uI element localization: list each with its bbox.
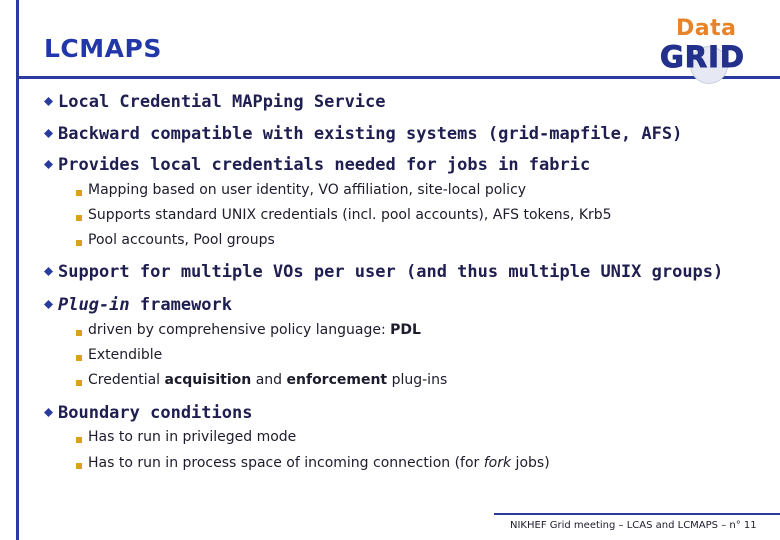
bullet-text: Provides local credentials needed for jobs in fabric: [58, 155, 591, 175]
diamond-bullet-icon: [44, 408, 53, 417]
sub-bullet-part: driven by comprehensive policy language: [88, 322, 381, 338]
sub-bullet-text: Mapping based on user identity, VO affiliation, site-local policy: [88, 182, 527, 198]
sub-bullet-part: :: [380, 322, 391, 338]
sub-bullet-part: Credential: [88, 372, 165, 388]
sub-bullet-part: Has to run in process space of incoming connection (for: [88, 455, 484, 471]
square-bullet-icon: [76, 355, 82, 361]
bullet-text: Local Credential MAPping Service: [58, 92, 386, 112]
square-bullet-icon: [76, 215, 82, 221]
left-accent-rule: [16, 0, 19, 540]
sub-bullet-part: and: [251, 372, 287, 388]
sub-bullet-part: plug-ins: [387, 372, 448, 388]
bullet-text: Support for multiple VOs per user (and thus multiple UNIX groups): [58, 262, 724, 282]
bullet-text: Boundary conditions: [58, 403, 253, 423]
square-bullet-icon: [76, 190, 82, 196]
sub-bullet-text: [88, 455, 550, 471]
diamond-bullet-icon: [44, 267, 53, 276]
diamond-bullet-icon: [44, 300, 53, 309]
logo-word-grid: GRID: [660, 40, 745, 74]
sub-bullet-text: Pool accounts, Pool groups: [88, 232, 275, 248]
sub-bullet-text: Extendible: [88, 347, 163, 363]
sub-bullet-italic: fork: [483, 455, 512, 471]
bullet-text: [58, 295, 232, 315]
diamond-bullet-icon: [44, 129, 53, 138]
square-bullet-icon: [76, 380, 82, 386]
square-bullet-icon: [76, 463, 82, 469]
diamond-bullet-icon: [44, 160, 53, 169]
square-bullet-icon: [76, 240, 82, 246]
slide-footer: NIKHEF Grid meeting – LCAS and LCMAPS – n° 11: [510, 520, 757, 531]
sub-bullet-text: Supports standard UNIX credentials (incl. pool accounts), AFS tokens, Krb5: [88, 207, 612, 223]
square-bullet-icon: [76, 437, 82, 443]
sub-bullet-bold: PDL: [390, 322, 421, 338]
bullet-emphasis: Plug-in: [58, 295, 130, 315]
sub-bullet-bold: acquisition: [164, 372, 252, 388]
slide-title: LCMAPS: [44, 34, 162, 63]
sub-bullet-text: [88, 372, 447, 388]
logo-word-data: Data: [676, 16, 737, 41]
sub-bullet-part: jobs): [511, 455, 550, 471]
sub-bullet-text: [88, 322, 421, 338]
bullet-text-rest: framework: [129, 295, 233, 315]
square-bullet-icon: [76, 330, 82, 336]
bullet-text: Backward compatible with existing systems (grid-mapfile, AFS): [58, 124, 683, 144]
sub-bullet-text: Has to run in privileged mode: [88, 429, 297, 445]
datagrid-logo: [656, 16, 766, 78]
diamond-bullet-icon: [44, 97, 53, 106]
footer-divider: [494, 513, 780, 515]
sub-bullet-bold: enforcement: [286, 372, 388, 388]
